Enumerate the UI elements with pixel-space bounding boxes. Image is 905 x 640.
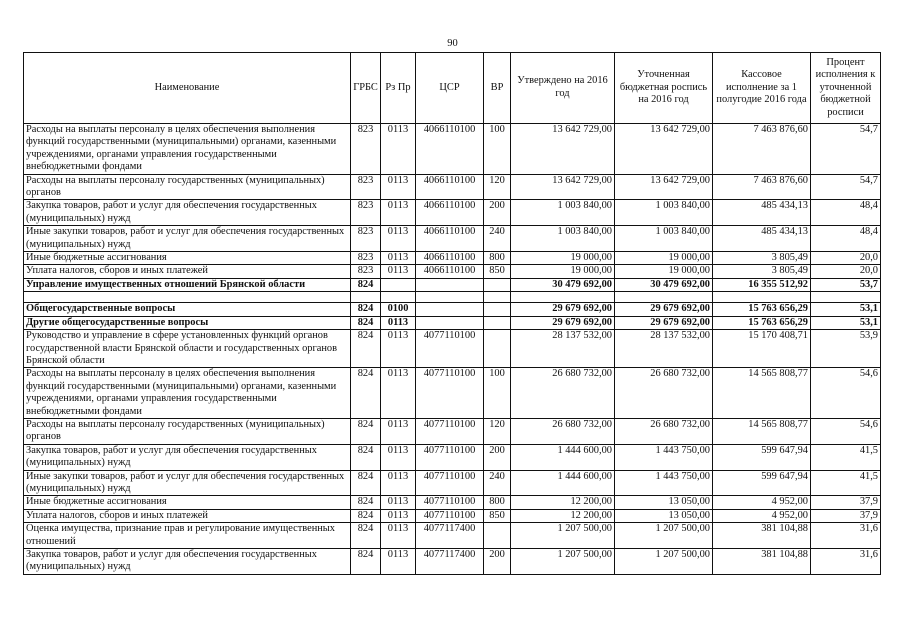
cell-refined: 13 642 729,00 bbox=[615, 174, 713, 200]
cell-refined: 29 679 692,00 bbox=[615, 303, 713, 316]
cell-refined: 19 000,00 bbox=[615, 265, 713, 278]
header-percent: Процент исполнения к уточненной бюджетной росписи bbox=[811, 53, 881, 124]
cell-vr: 200 bbox=[484, 200, 511, 226]
cell-approved: 12 200,00 bbox=[511, 496, 615, 509]
cell-rzpr: 0113 bbox=[381, 509, 416, 522]
cell-refined: 13 050,00 bbox=[615, 496, 713, 509]
cell-cash: 599 647,94 bbox=[713, 470, 811, 496]
cell-approved: 1 444 600,00 bbox=[511, 444, 615, 470]
cell-vr: 800 bbox=[484, 252, 511, 265]
cell-approved: 19 000,00 bbox=[511, 265, 615, 278]
cell-csr bbox=[416, 303, 484, 316]
cell-percent: 53,1 bbox=[811, 316, 881, 329]
cell-vr bbox=[484, 330, 511, 368]
table-row bbox=[24, 496, 881, 509]
cell-percent: 53,9 bbox=[811, 330, 881, 368]
cell-approved: 1 003 840,00 bbox=[511, 200, 615, 226]
cell-rzpr bbox=[381, 278, 416, 291]
cell-csr: 4066110100 bbox=[416, 174, 484, 200]
header-row bbox=[24, 53, 881, 124]
cell-name: Расходы на выплаты персоналу в целях обеспечения выполнения функций государственными (муниципальными) органами, казенными учреждениями, органами управления государственными внебюджетными фондами bbox=[24, 368, 351, 419]
cell-vr bbox=[484, 303, 511, 316]
cell-name: Расходы на выплаты персоналу в целях обеспечения выполнения функций государственными (муниципальными) органами, казенными учреждениями, органами управления государственными внебюджетными фондами bbox=[24, 124, 351, 175]
budget-table bbox=[23, 52, 881, 575]
cell-vr: 100 bbox=[484, 368, 511, 419]
cell-rzpr: 0113 bbox=[381, 444, 416, 470]
table-row bbox=[24, 252, 881, 265]
cell-percent: 54,7 bbox=[811, 174, 881, 200]
cell-approved: 13 642 729,00 bbox=[511, 174, 615, 200]
cell-percent: 20,0 bbox=[811, 265, 881, 278]
cell-csr: 4077110100 bbox=[416, 444, 484, 470]
cell-name: Управление имущественных отношений Брянской области bbox=[24, 278, 351, 291]
cell-csr: 4077117400 bbox=[416, 549, 484, 575]
cell-csr: 4077110100 bbox=[416, 470, 484, 496]
cell-grbs: 823 bbox=[351, 200, 381, 226]
cell-cash: 16 355 512,92 bbox=[713, 278, 811, 291]
cell-grbs: 824 bbox=[351, 368, 381, 419]
cell-percent: 53,7 bbox=[811, 278, 881, 291]
cell-name: Иные бюджетные ассигнования bbox=[24, 252, 351, 265]
cell-name: Закупка товаров, работ и услуг для обеспечения государственных (муниципальных) нужд bbox=[24, 200, 351, 226]
cell-cash: 14 565 808,77 bbox=[713, 418, 811, 444]
header-name: Наименование bbox=[24, 53, 351, 124]
cell-rzpr: 0113 bbox=[381, 330, 416, 368]
cell-grbs: 823 bbox=[351, 124, 381, 175]
cell-vr: 240 bbox=[484, 470, 511, 496]
cell-grbs: 824 bbox=[351, 549, 381, 575]
table-row bbox=[24, 509, 881, 522]
cell-cash: 485 434,13 bbox=[713, 226, 811, 252]
cell-name: Расходы на выплаты персоналу государственных (муниципальных) органов bbox=[24, 174, 351, 200]
cell-csr bbox=[416, 278, 484, 291]
cell-csr: 4077110100 bbox=[416, 418, 484, 444]
cell-cash: 4 952,00 bbox=[713, 496, 811, 509]
cell-vr: 240 bbox=[484, 226, 511, 252]
cell-vr: 100 bbox=[484, 124, 511, 175]
cell-grbs: 824 bbox=[351, 316, 381, 329]
cell-csr: 4066110100 bbox=[416, 226, 484, 252]
cell-refined: 1 003 840,00 bbox=[615, 226, 713, 252]
cell-grbs: 823 bbox=[351, 252, 381, 265]
cell-cash: 7 463 876,60 bbox=[713, 124, 811, 175]
cell-name: Иные закупки товаров, работ и услуг для обеспечения государственных (муниципальных) нужд bbox=[24, 226, 351, 252]
table-row bbox=[24, 549, 881, 575]
cell-refined: 19 000,00 bbox=[615, 252, 713, 265]
cell-grbs: 824 bbox=[351, 418, 381, 444]
cell-percent: 37,9 bbox=[811, 496, 881, 509]
table-row bbox=[24, 523, 881, 549]
cell-refined: 13 050,00 bbox=[615, 509, 713, 522]
cell-percent: 37,9 bbox=[811, 509, 881, 522]
cell-percent: 53,1 bbox=[811, 303, 881, 316]
cell-csr: 4066110100 bbox=[416, 265, 484, 278]
cell-csr: 4077117400 bbox=[416, 523, 484, 549]
table-row bbox=[24, 418, 881, 444]
cell-csr: 4077110100 bbox=[416, 509, 484, 522]
cell-refined: 28 137 532,00 bbox=[615, 330, 713, 368]
table-row bbox=[24, 368, 881, 419]
table-row bbox=[24, 265, 881, 278]
header-cash: Кассовое исполнение за 1 полугодие 2016 года bbox=[713, 53, 811, 124]
cell-vr: 200 bbox=[484, 444, 511, 470]
cell-rzpr: 0113 bbox=[381, 549, 416, 575]
cell-percent: 54,7 bbox=[811, 124, 881, 175]
table-row bbox=[24, 470, 881, 496]
cell-vr: 800 bbox=[484, 496, 511, 509]
cell-cash: 4 952,00 bbox=[713, 509, 811, 522]
cell-vr: 850 bbox=[484, 509, 511, 522]
cell-refined: 26 680 732,00 bbox=[615, 418, 713, 444]
table-row-spacer bbox=[24, 292, 881, 303]
table-row-subsection bbox=[24, 316, 881, 329]
header-csr: ЦСР bbox=[416, 53, 484, 124]
cell-cash: 3 805,49 bbox=[713, 265, 811, 278]
cell-refined: 13 642 729,00 bbox=[615, 124, 713, 175]
cell-csr: 4077110100 bbox=[416, 496, 484, 509]
cell-approved: 1 444 600,00 bbox=[511, 470, 615, 496]
cell-vr: 120 bbox=[484, 174, 511, 200]
cell-grbs: 824 bbox=[351, 278, 381, 291]
cell-approved: 1 003 840,00 bbox=[511, 226, 615, 252]
table-row bbox=[24, 226, 881, 252]
table-row bbox=[24, 174, 881, 200]
cell-approved: 12 200,00 bbox=[511, 509, 615, 522]
header-refined: Уточненная бюджетная роспись на 2016 год bbox=[615, 53, 713, 124]
cell-cash: 485 434,13 bbox=[713, 200, 811, 226]
cell-percent: 31,6 bbox=[811, 523, 881, 549]
cell-approved: 26 680 732,00 bbox=[511, 368, 615, 419]
header-grbs: ГРБС bbox=[351, 53, 381, 124]
cell-name: Закупка товаров, работ и услуг для обеспечения государственных (муниципальных) нужд bbox=[24, 444, 351, 470]
cell-refined: 1 443 750,00 bbox=[615, 444, 713, 470]
cell-grbs: 824 bbox=[351, 330, 381, 368]
cell-rzpr: 0113 bbox=[381, 368, 416, 419]
cell-cash: 7 463 876,60 bbox=[713, 174, 811, 200]
cell-grbs: 824 bbox=[351, 523, 381, 549]
cell-percent: 20,0 bbox=[811, 252, 881, 265]
cell-grbs: 823 bbox=[351, 226, 381, 252]
cell-cash: 15 763 656,29 bbox=[713, 303, 811, 316]
table-row-department bbox=[24, 278, 881, 291]
cell-csr: 4077110100 bbox=[416, 368, 484, 419]
cell-name: Иные закупки товаров, работ и услуг для обеспечения государственных (муниципальных) нужд bbox=[24, 470, 351, 496]
table-row-section bbox=[24, 303, 881, 316]
cell-grbs: 824 bbox=[351, 496, 381, 509]
cell-grbs: 823 bbox=[351, 174, 381, 200]
cell-cash: 14 565 808,77 bbox=[713, 368, 811, 419]
cell-cash: 381 104,88 bbox=[713, 549, 811, 575]
cell-cash: 15 763 656,29 bbox=[713, 316, 811, 329]
page-number: 90 bbox=[447, 38, 458, 49]
cell-name: Уплата налогов, сборов и иных платежей bbox=[24, 509, 351, 522]
cell-name: Оценка имущества, признание прав и регулирование имущественных отношений bbox=[24, 523, 351, 549]
cell-approved: 28 137 532,00 bbox=[511, 330, 615, 368]
cell-approved: 1 207 500,00 bbox=[511, 549, 615, 575]
cell-rzpr: 0113 bbox=[381, 124, 416, 175]
cell-rzpr: 0113 bbox=[381, 265, 416, 278]
cell-percent: 54,6 bbox=[811, 368, 881, 419]
cell-cash: 3 805,49 bbox=[713, 252, 811, 265]
cell-refined: 29 679 692,00 bbox=[615, 316, 713, 329]
cell-cash: 381 104,88 bbox=[713, 523, 811, 549]
cell-vr bbox=[484, 523, 511, 549]
cell-percent: 31,6 bbox=[811, 549, 881, 575]
cell-vr: 200 bbox=[484, 549, 511, 575]
cell-name: Расходы на выплаты персоналу государственных (муниципальных) органов bbox=[24, 418, 351, 444]
cell-approved: 13 642 729,00 bbox=[511, 124, 615, 175]
cell-rzpr: 0100 bbox=[381, 303, 416, 316]
cell-rzpr: 0113 bbox=[381, 200, 416, 226]
cell-refined: 1 003 840,00 bbox=[615, 200, 713, 226]
cell-name: Руководство и управление в сфере установленных функций органов государственной власти Брянской области и государственных органов Брянской области bbox=[24, 330, 351, 368]
cell-percent: 48,4 bbox=[811, 200, 881, 226]
cell-grbs: 824 bbox=[351, 509, 381, 522]
cell-approved: 26 680 732,00 bbox=[511, 418, 615, 444]
cell-percent: 54,6 bbox=[811, 418, 881, 444]
header-rzpr: Рз Пр bbox=[381, 53, 416, 124]
cell-percent: 48,4 bbox=[811, 226, 881, 252]
cell-name: Другие общегосударственные вопросы bbox=[24, 316, 351, 329]
cell-grbs: 823 bbox=[351, 265, 381, 278]
cell-refined: 1 443 750,00 bbox=[615, 470, 713, 496]
cell-csr: 4066110100 bbox=[416, 124, 484, 175]
cell-vr bbox=[484, 278, 511, 291]
cell-csr: 4077110100 bbox=[416, 330, 484, 368]
cell-vr: 850 bbox=[484, 265, 511, 278]
cell-name: Закупка товаров, работ и услуг для обеспечения государственных (муниципальных) нужд bbox=[24, 549, 351, 575]
cell-refined: 30 479 692,00 bbox=[615, 278, 713, 291]
cell-cash: 15 170 408,71 bbox=[713, 330, 811, 368]
table-row bbox=[24, 330, 881, 368]
cell-grbs: 824 bbox=[351, 470, 381, 496]
cell-refined: 26 680 732,00 bbox=[615, 368, 713, 419]
cell-percent: 41,5 bbox=[811, 444, 881, 470]
cell-csr bbox=[416, 316, 484, 329]
cell-name: Иные бюджетные ассигнования bbox=[24, 496, 351, 509]
header-vr: ВР bbox=[484, 53, 511, 124]
cell-vr bbox=[484, 316, 511, 329]
cell-rzpr: 0113 bbox=[381, 226, 416, 252]
cell-rzpr: 0113 bbox=[381, 316, 416, 329]
table-row bbox=[24, 124, 881, 175]
cell-grbs: 824 bbox=[351, 444, 381, 470]
cell-csr: 4066110100 bbox=[416, 200, 484, 226]
cell-rzpr: 0113 bbox=[381, 252, 416, 265]
table-row bbox=[24, 444, 881, 470]
cell-name: Общегосударственные вопросы bbox=[24, 303, 351, 316]
cell-approved: 1 207 500,00 bbox=[511, 523, 615, 549]
cell-cash: 599 647,94 bbox=[713, 444, 811, 470]
table-row bbox=[24, 200, 881, 226]
cell-rzpr: 0113 bbox=[381, 470, 416, 496]
cell-refined: 1 207 500,00 bbox=[615, 523, 713, 549]
cell-refined: 1 207 500,00 bbox=[615, 549, 713, 575]
cell-approved: 29 679 692,00 bbox=[511, 303, 615, 316]
cell-approved: 30 479 692,00 bbox=[511, 278, 615, 291]
cell-approved: 19 000,00 bbox=[511, 252, 615, 265]
cell-name: Уплата налогов, сборов и иных платежей bbox=[24, 265, 351, 278]
cell-rzpr: 0113 bbox=[381, 174, 416, 200]
cell-percent: 41,5 bbox=[811, 470, 881, 496]
cell-csr: 4066110100 bbox=[416, 252, 484, 265]
cell-rzpr: 0113 bbox=[381, 523, 416, 549]
header-approved: Утверждено на 2016 год bbox=[511, 53, 615, 124]
cell-rzpr: 0113 bbox=[381, 496, 416, 509]
cell-vr: 120 bbox=[484, 418, 511, 444]
cell-approved: 29 679 692,00 bbox=[511, 316, 615, 329]
cell-rzpr: 0113 bbox=[381, 418, 416, 444]
cell-grbs: 824 bbox=[351, 303, 381, 316]
